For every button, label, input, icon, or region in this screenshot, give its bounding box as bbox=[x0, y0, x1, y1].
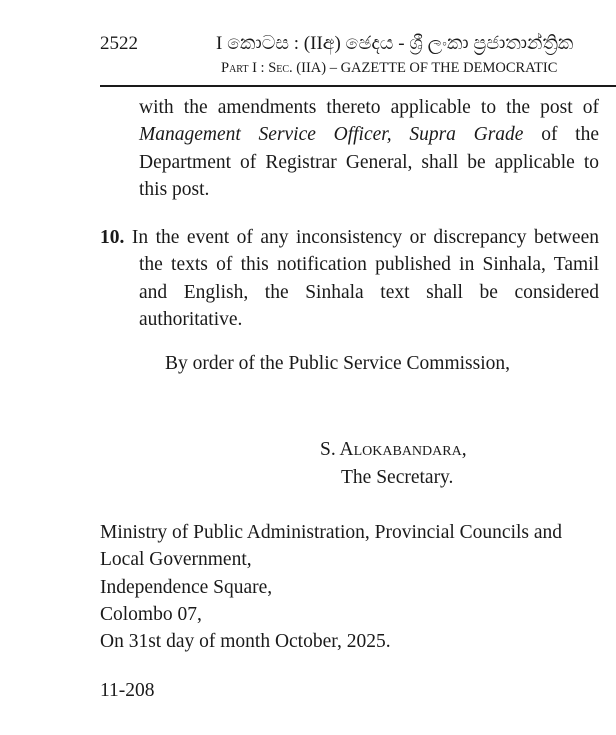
clause-10 bbox=[100, 224, 599, 333]
page-number: 2522 bbox=[100, 33, 138, 54]
address-date: On 31st day of month October, 2025. bbox=[100, 631, 391, 653]
paragraph-text-before: with the amendments thereto applicable to the post of bbox=[139, 97, 599, 118]
order-line: By order of the Public Service Commission, bbox=[165, 353, 511, 374]
paragraph-text-after: of the Department of Registrar General, shall be applicable to this post. bbox=[139, 124, 599, 200]
header-english-title: Part I : Sec. (IIA) – GAZETTE OF THE DEMOCRATIC bbox=[221, 60, 558, 76]
signatory-name: S. Alokabandara, bbox=[320, 439, 467, 460]
header-divider bbox=[100, 85, 616, 87]
reference-number: 11-208 bbox=[100, 680, 155, 701]
address-line: Local Government, bbox=[100, 549, 252, 571]
address-line: Ministry of Public Administration, Provincial Councils and bbox=[100, 522, 563, 543]
address-line: Colombo 07, bbox=[100, 603, 202, 625]
address-block bbox=[100, 519, 610, 655]
clause-number: 10. bbox=[100, 227, 125, 248]
paragraph-italic-post: Management Service Officer, Supra Grade bbox=[139, 124, 524, 146]
signatory-title: The Secretary. bbox=[341, 467, 454, 488]
clause-text: In the event of any inconsistency or discrepancy between the texts of this notification published in Sinhala, Tamil and English, the Sinhala text shall be considered authoritative. bbox=[124, 227, 599, 330]
paragraph-continuation bbox=[139, 94, 599, 203]
header-sinhala-title: I කොටස : (IIඅ) ඡෙදය - ශ්‍රී ලංකා ප්‍රජාතාන්ත්‍රික bbox=[216, 33, 574, 54]
address-line: Independence Square, bbox=[100, 576, 273, 598]
